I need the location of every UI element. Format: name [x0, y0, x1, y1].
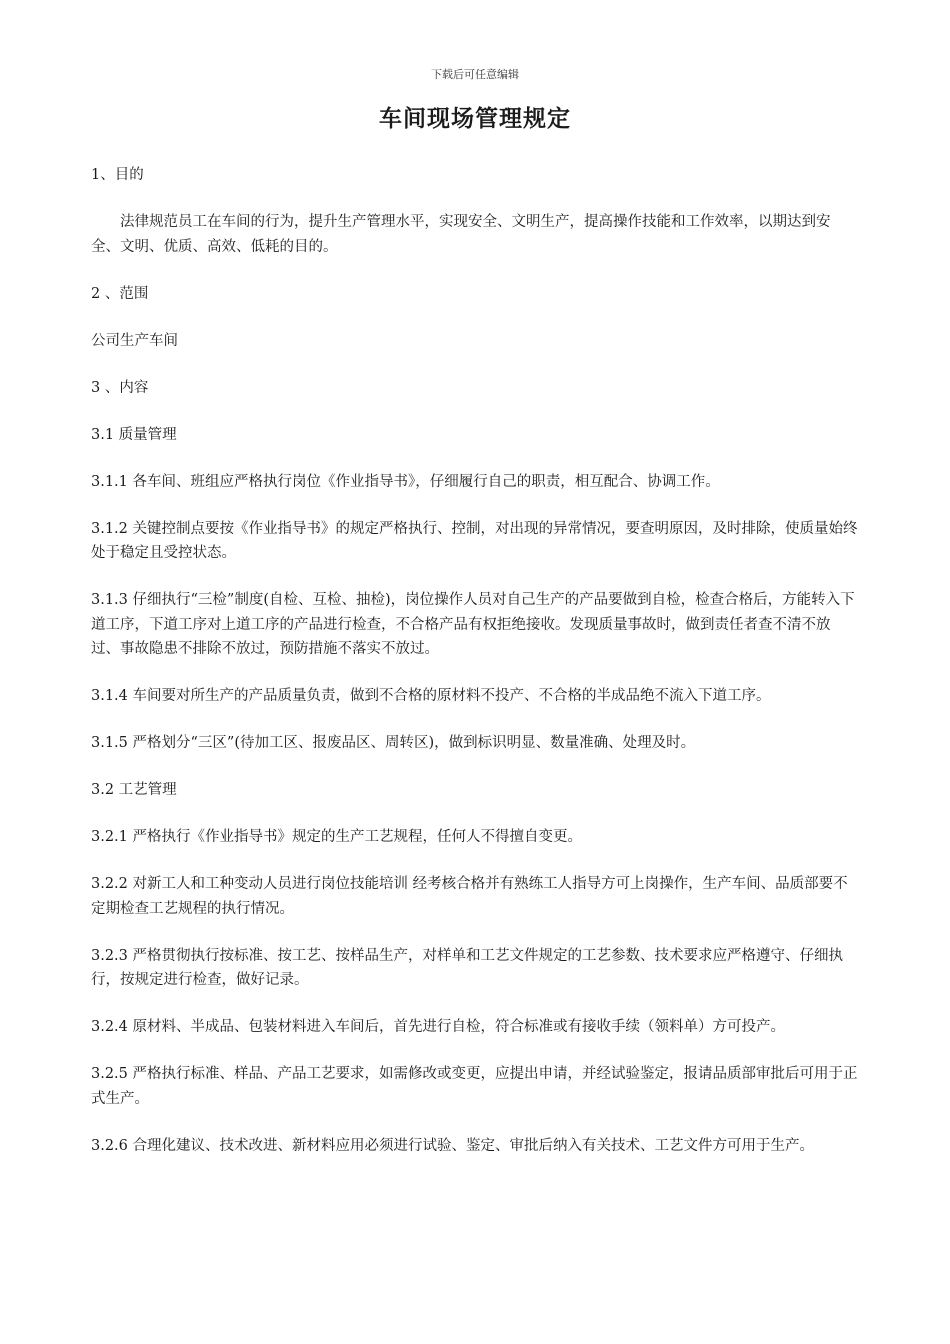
clause-3-2-2: 3.2.2 对新工人和工种变动人员进行岗位技能培训 经考核合格并有熟练工人指导方可上岗操作，生产车间、品质部要不定期检查工艺规程的执行情况。: [91, 876, 848, 917]
paragraph-scope: 公司生产车间: [91, 332, 178, 349]
header-note: 下载后可任意编辑: [431, 68, 519, 81]
document-title: 车间现场管理规定: [379, 106, 571, 132]
clause-3-2-4: 3.2.4 原材料、半成品、包装材料进入车间后，首先进行自检，符合标准或有接收手续（领料单）方可投产。: [91, 1019, 785, 1035]
clause-3-1-1: 3.1.1 各车间、班组应严格执行岗位《作业指导书》，仔细履行自己的职责，相互配合、协调工作。: [91, 473, 720, 490]
clause-3-1-3: 3.1.3 仔细执行“三检”制度(自检、互检、抽检)，岗位操作人员对自己生产的产品要做到自检，检查合格后，方能转入下道工序，下道工序对上道工序的产品进行检查，不合格产品有权拒绝接收。发现质量事故时，做到责任者查不清不放过、事故隐患不排除不放过，预防措施不落实不放过。: [91, 592, 855, 657]
clause-3-2-6: 3.2.6 合理化建议、技术改进、新材料应用必须进行试验、鉴定、审批后纳入有关技术、工艺文件方可用于生产。: [91, 1137, 814, 1154]
clause-3-2-3: 3.2.3 严格贯彻执行按标准、按工艺、按样品生产，对样单和工艺文件规定的工艺参数、技术要求应严格遵守、仔细执行，按规定进行检查，做好记录。: [91, 947, 843, 988]
clause-3-1-2: 3.1.2 关键控制点要按《作业指导书》的规定严格执行、控制，对出现的异常情况，要查明原因，及时排除，使质量始终处于稳定且受控状态。: [91, 520, 858, 561]
clause-3-2-5: 3.2.5 严格执行标准、样品、产品工艺要求，如需修改或变更，应提出申请，并经试验鉴定，报请品质部审批后可用于正式生产。: [91, 1066, 858, 1107]
document-body: [91, 163, 859, 1181]
subsection-heading-process: 3.2 工艺管理: [91, 782, 177, 798]
subsection-heading-quality: 3.1 质量管理: [91, 426, 177, 443]
clause-3-2-1: 3.2.1 严格执行《作业指导书》规定的生产工艺规程，任何人不得擅自变更。: [91, 829, 583, 845]
clause-3-1-4: 3.1.4 车间要对所生产的产品质量负责，做到不合格的原材料不投产、不合格的半成品绝不流入下道工序。: [91, 688, 771, 704]
clause-3-1-5: 3.1.5 严格划分“三区”(待加工区、报废品区、周转区)，做到标识明显、数量准确、处理及时。: [91, 735, 696, 751]
section-heading-purpose: 1、目的: [91, 167, 144, 183]
section-heading-scope: 2 、范围: [91, 285, 149, 302]
paragraph-purpose: 法律规范员工在车间的行为，提升生产管理水平，实现安全、文明生产，提高操作技能和工作效率，以期达到安全、文明、优质、高效、低耗的目的。: [91, 214, 831, 255]
section-heading-content: 3 、内容: [91, 379, 149, 396]
